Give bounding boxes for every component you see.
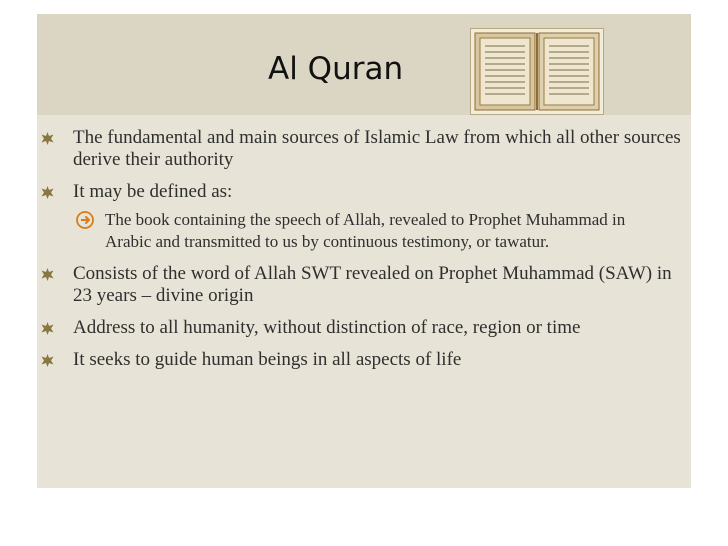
slide-title: Al Quran: [268, 51, 404, 87]
title-band: [37, 14, 691, 115]
bullet-item-5: [37, 349, 691, 371]
bullet-text: The fundamental and main sources of Islamic Law from which all other sources derive their authority: [73, 127, 681, 170]
bullet-text: Address to all humanity, without distinction of race, region or time: [73, 317, 581, 338]
bullet-text: Consists of the word of Allah SWT revealed on Prophet Muhammad (SAW) in 23 years – divine origin: [73, 263, 672, 306]
arrow-bullet-icon: [75, 210, 95, 230]
bullet-item-3: [37, 263, 691, 307]
starburst-bullet-icon: [41, 322, 54, 335]
slide: [37, 14, 691, 488]
starburst-bullet-icon: [41, 132, 54, 145]
bullet-item-1: [37, 127, 691, 171]
bullet-text: It seeks to guide human beings in all aspects of life: [73, 349, 462, 370]
bullet-item-4: [37, 317, 691, 339]
sub-bullet-item-1: [37, 209, 691, 253]
starburst-bullet-icon: [41, 186, 54, 199]
bullet-text: The book containing the speech of Allah, revealed to Prophet Muhammad in Arabic and transmitted to us by continuous testimony, or tawatur.: [105, 210, 626, 251]
quran-book-image: [470, 28, 604, 115]
starburst-bullet-icon: [41, 268, 54, 281]
starburst-bullet-icon: [41, 354, 54, 367]
bullet-item-2: [37, 181, 691, 203]
bullet-text: It may be defined as:: [73, 181, 233, 202]
bullet-list: [37, 127, 691, 371]
